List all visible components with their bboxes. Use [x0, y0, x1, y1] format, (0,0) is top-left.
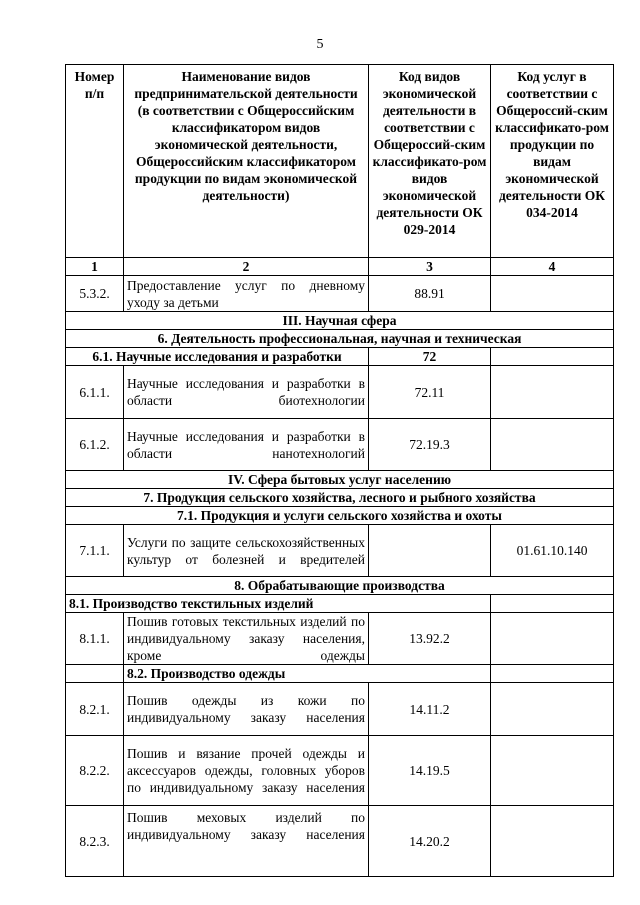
row-okved-code: 14.20.2	[369, 806, 491, 877]
section-heading-row	[66, 577, 614, 595]
table-row	[66, 366, 614, 419]
section-heading-row	[66, 312, 614, 330]
row-number: 8.2.1.	[66, 683, 124, 736]
subsection-heading: 7.1. Продукция и услуги сельского хозяйства и охоты	[66, 507, 614, 525]
page-number: 5	[316, 37, 324, 52]
row-okved-code	[369, 525, 491, 577]
table-row	[66, 806, 614, 877]
subsection-heading: 8.2. Производство одежды	[124, 665, 491, 683]
subsection-heading: 8.1. Производство текстильных изделий	[66, 595, 491, 613]
row-number: 6.1.2.	[66, 419, 124, 471]
row-okpd-code	[491, 613, 614, 665]
row-activity-name: Научные исследования и разработки в области нанотехнологий	[124, 419, 369, 471]
section-heading-row	[66, 489, 614, 507]
row-okved-code: 13.92.2	[369, 613, 491, 665]
row-okved-code: 72.11	[369, 366, 491, 419]
subsection-heading-row	[66, 595, 614, 613]
section-heading: 6. Деятельность профессиональная, научная и техническая	[66, 330, 614, 348]
column-index: 4	[491, 258, 614, 276]
table-row	[66, 683, 614, 736]
row-number: 5.3.2.	[66, 276, 124, 312]
row-activity-name: Пошив и вязание прочей одежды и аксессуаров одежды, головных уборов по индивидуальному заказу населения	[124, 736, 369, 806]
header-number: Номер п/п	[66, 65, 124, 258]
subsection-heading: 6.1. Научные исследования и разработки	[66, 348, 369, 366]
subsection-heading-row	[66, 348, 614, 366]
table-header-row	[66, 65, 614, 258]
subsection-heading-row	[66, 665, 614, 683]
subsection-empty-cell	[491, 665, 614, 683]
column-index: 1	[66, 258, 124, 276]
header-activity-name: Наименование видов предпринимательской деятельности (в соответствии с Общероссийским классификатором видов экономической деятельности, Общероссийским классификатором продукции по видам экономической деятельности)	[124, 65, 369, 258]
column-index-row	[66, 258, 614, 276]
row-okpd-code	[491, 419, 614, 471]
table-row	[66, 613, 614, 665]
subsection-empty-cell	[66, 665, 124, 683]
row-activity-name: Услуги по защите сельскохозяйственных культур от болезней и вредителей	[124, 525, 369, 577]
column-index: 3	[369, 258, 491, 276]
row-activity-name: Научные исследования и разработки в области биотехнологии	[124, 366, 369, 419]
section-heading: 8. Обрабатывающие производства	[66, 577, 614, 595]
row-activity-name: Пошив меховых изделий по индивидуальному заказу населения	[124, 806, 369, 877]
row-okpd-code: 01.61.10.140	[491, 525, 614, 577]
section-heading: IV. Сфера бытовых услуг населению	[66, 471, 614, 489]
subsection-empty-cell	[491, 595, 614, 613]
row-activity-name: Пошив готовых текстильных изделий по индивидуальному заказу населения, кроме одежды	[124, 613, 369, 665]
row-number: 7.1.1.	[66, 525, 124, 577]
section-heading-row	[66, 330, 614, 348]
table-row	[66, 419, 614, 471]
row-number: 8.2.2.	[66, 736, 124, 806]
table-row	[66, 276, 614, 312]
section-heading: 7. Продукция сельского хозяйства, лесного и рыбного хозяйства	[66, 489, 614, 507]
activities-table	[65, 64, 614, 877]
header-okpd-code: Код услуг в соответствии с Общероссий-ским классификато-ром продукции по видам экономической деятельности ОК 034-2014	[491, 65, 614, 258]
section-heading: III. Научная сфера	[66, 312, 614, 330]
row-okpd-code	[491, 683, 614, 736]
row-okved-code: 14.19.5	[369, 736, 491, 806]
row-activity-name: Предоставление услуг по дневному уходу за детьми	[124, 276, 369, 312]
subsection-empty-cell	[491, 348, 614, 366]
row-okved-code: 72.19.3	[369, 419, 491, 471]
column-index: 2	[124, 258, 369, 276]
row-okved-code: 14.11.2	[369, 683, 491, 736]
table-row	[66, 525, 614, 577]
row-number: 8.2.3.	[66, 806, 124, 877]
subsection-code: 72	[369, 348, 491, 366]
row-number: 6.1.1.	[66, 366, 124, 419]
row-okpd-code	[491, 276, 614, 312]
table-row	[66, 736, 614, 806]
row-okpd-code	[491, 806, 614, 877]
subsection-heading-row	[66, 507, 614, 525]
row-okpd-code	[491, 366, 614, 419]
row-number: 8.1.1.	[66, 613, 124, 665]
row-activity-name: Пошив одежды из кожи по индивидуальному заказу населения	[124, 683, 369, 736]
row-okpd-code	[491, 736, 614, 806]
header-okved-code: Код видов экономической деятельности в соответствии с Общероссий-ским классификато-ром видов экономической деятельности ОК 029-2014	[369, 65, 491, 258]
section-heading-row	[66, 471, 614, 489]
row-okved-code: 88.91	[369, 276, 491, 312]
